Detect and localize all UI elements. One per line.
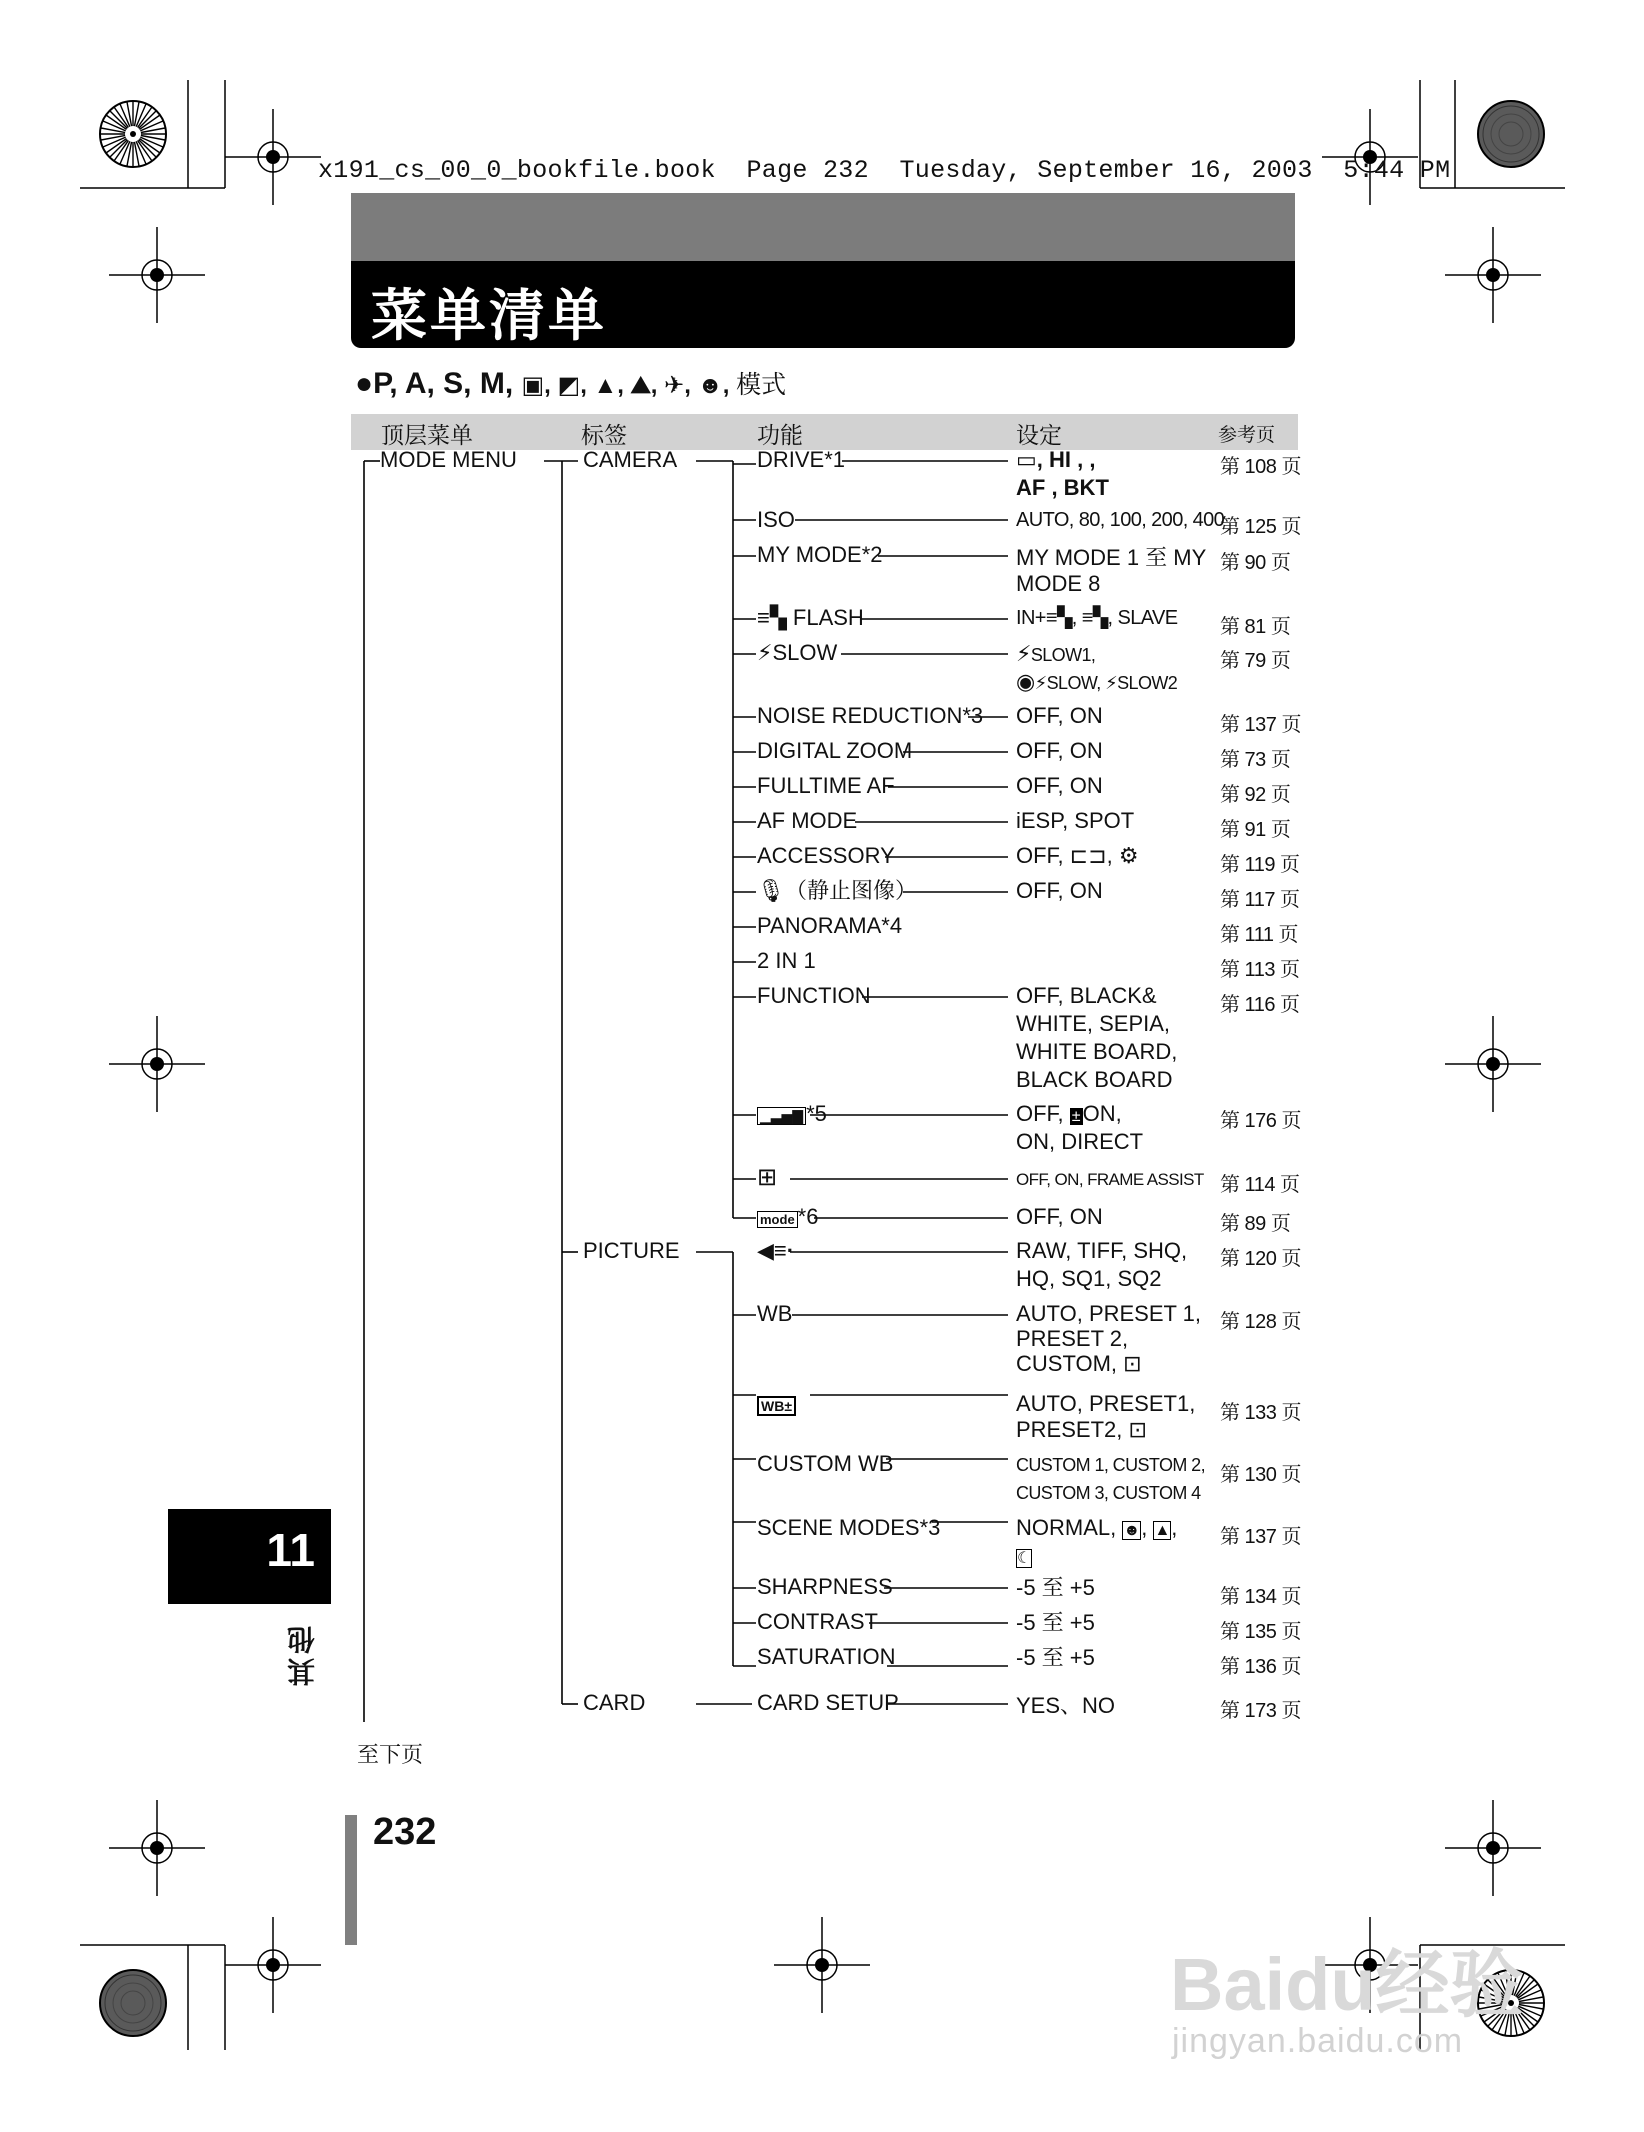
watermark-url: jingyan.baidu.com: [1172, 2022, 1464, 2060]
func-saturation: SATURATION: [757, 1644, 896, 1669]
func-fulltime: FULLTIME AF: [757, 773, 895, 798]
set-contrast: -5 至 +5: [1016, 1610, 1095, 1635]
func-afmode: AF MODE: [757, 808, 858, 833]
ref-wb: 第 128 页: [1220, 1311, 1301, 1333]
set-function-4: BLACK BOARD: [1016, 1067, 1173, 1092]
func-noise: NOISE REDUCTION*3: [757, 703, 984, 728]
ref-saturation: 第 136 页: [1220, 1656, 1301, 1678]
set-accessory-a: OFF,: [1016, 843, 1064, 868]
mode-letters: P, A, S, M,: [373, 367, 522, 400]
set-scene-text: NORMAL,: [1016, 1515, 1117, 1540]
wb-compensation-icon: WB±: [757, 1396, 796, 1416]
bullet: ●: [355, 367, 374, 400]
lightning-icon: ⚡: [1105, 673, 1118, 693]
ref-noise: 第 137 页: [1220, 714, 1301, 736]
record-mode-icon: mode: [757, 1211, 798, 1228]
ref-2in1: 第 113 页: [1220, 959, 1300, 981]
header-function: 功能: [757, 422, 803, 448]
set-function-1: OFF, BLACK&: [1016, 983, 1157, 1008]
func-card-setup: CARD SETUP: [757, 1690, 899, 1715]
set-mymode-2: MODE 8: [1016, 571, 1101, 596]
set-noise: OFF, ON: [1016, 703, 1103, 728]
record-quality-icon: ◀≡·: [757, 1238, 795, 1263]
func-scene: SCENE MODES*3: [757, 1515, 941, 1540]
set-histogram-2: ON, DIRECT: [1016, 1129, 1144, 1154]
modes-line: [355, 365, 786, 401]
set-saturation: -5 至 +5: [1016, 1645, 1095, 1670]
set-afmode: iESP, SPOT: [1016, 808, 1135, 833]
exposure-icon: ±: [1071, 1108, 1081, 1125]
set-quality-1: RAW, TIFF, SHQ,: [1016, 1238, 1188, 1263]
set-sharpness: -5 至 +5: [1016, 1575, 1095, 1600]
ref-contrast: 第 135 页: [1220, 1621, 1301, 1643]
set-wbcomp-1: AUTO, PRESET1,: [1016, 1391, 1196, 1416]
title-band: [351, 193, 1295, 261]
ref-wbcomp: 第 133 页: [1220, 1402, 1301, 1424]
func-flash: [757, 604, 864, 632]
microphone-icon: 🎙: [757, 878, 785, 903]
chapter-number: 11: [266, 1524, 315, 1576]
ref-mymode: 第 90 页: [1220, 552, 1291, 574]
set-fulltime: OFF, ON: [1016, 773, 1103, 798]
ref-drive: 第 108 页: [1220, 456, 1301, 478]
set-histo-a: OFF,: [1016, 1101, 1064, 1126]
ref-function: 第 116 页: [1220, 994, 1300, 1016]
set-wb-1: AUTO, PRESET 1,: [1016, 1301, 1202, 1326]
set-customwb-1: CUSTOM 1, CUSTOM 2,: [1016, 1455, 1205, 1475]
set-flash: [1016, 604, 1177, 632]
ref-customwb: 第 130 页: [1220, 1464, 1301, 1486]
set-iso: AUTO, 80, 100, 200, 400: [1016, 509, 1225, 531]
flash-icon: ≡▚: [1081, 607, 1108, 629]
one-touch-wb-icon: ⊡: [1128, 1417, 1147, 1442]
page-number: 232: [373, 1811, 437, 1853]
ref-afmode: 第 91 页: [1220, 819, 1291, 841]
set-flash-c: , SLAVE: [1107, 607, 1178, 629]
ref-frame: 第 114 页: [1220, 1174, 1300, 1196]
func-customwb: CUSTOM WB: [757, 1451, 894, 1476]
func-flash-label: FLASH: [792, 605, 864, 630]
set-mic: OFF, ON: [1016, 878, 1103, 903]
set-drive-2: AF , BKT: [1016, 475, 1109, 500]
func-mic: [757, 877, 917, 905]
ref-slow: 第 79 页: [1220, 650, 1291, 672]
page-number-bar: [345, 1815, 357, 1945]
set-dzoom: OFF, ON: [1016, 738, 1103, 763]
func-wb-comp: [757, 1390, 796, 1420]
ref-flash: 第 81 页: [1220, 616, 1291, 638]
lightning-icon: ⚡: [757, 640, 773, 665]
set-accessory: [1016, 842, 1139, 870]
func-drive: DRIVE*1: [757, 447, 846, 472]
ref-quality: 第 120 页: [1220, 1248, 1301, 1270]
portrait-icon: ☻: [1123, 1522, 1141, 1539]
ref-sharpness: 第 134 页: [1220, 1586, 1301, 1608]
set-wbcomp-2-text: PRESET2,: [1016, 1417, 1123, 1442]
header-ref-page: 参考页: [1218, 425, 1276, 446]
func-mic-label: （静止图像）: [784, 878, 917, 903]
chapter-label: 其他: [286, 1622, 319, 1686]
func-record-mode: [757, 1203, 818, 1234]
lightning-icon: ⚡: [1034, 673, 1047, 693]
set-wb-2: PRESET 2,: [1016, 1326, 1129, 1351]
ref-fulltime: 第 92 页: [1220, 784, 1291, 806]
set-accessory-b: ,: [1106, 843, 1113, 868]
top-menu-label: MODE MENU: [380, 447, 517, 472]
registration-dark-top-right: [1478, 101, 1544, 167]
func-wb: WB: [757, 1301, 793, 1326]
set-wb-3-text: CUSTOM,: [1016, 1351, 1118, 1376]
continued-next-page: 至下页: [357, 1742, 424, 1767]
set-function-2: WHITE, SEPIA,: [1016, 1011, 1171, 1036]
page-title: 菜单清单: [371, 284, 607, 349]
set-scene: NORMAL, ☻, ▲,: [1016, 1515, 1178, 1540]
mode-icons: ▣, ◩, ▲, ⛰, ✈, ☻,: [521, 372, 737, 399]
registration-dark-bottom-left: [100, 1970, 166, 2036]
set-mymode: MY MODE 1 至 MY: [1016, 545, 1207, 570]
header-top-menu: 顶层菜单: [381, 422, 473, 448]
set-flash-a: IN+: [1016, 607, 1046, 629]
func-slow-label: SLOW: [772, 640, 838, 665]
func-slow: [757, 639, 837, 667]
header-setting: 设定: [1016, 422, 1062, 448]
ref-dzoom: 第 73 页: [1220, 749, 1291, 771]
func-mymode: MY MODE*2: [757, 542, 883, 567]
landscape-icon: ▲: [1154, 1522, 1171, 1539]
flash-icon: ≡▚: [757, 605, 787, 630]
set-slow-2-text: SLOW,: [1046, 673, 1101, 693]
set-quality-2: HQ, SQ1, SQ2: [1016, 1266, 1162, 1291]
func-iso: ISO: [757, 507, 795, 532]
func-frame-assist: [757, 1164, 777, 1192]
func-quality: [757, 1237, 794, 1265]
tab-picture: PICTURE: [583, 1238, 680, 1263]
one-touch-wb-icon: ⊡: [1123, 1351, 1142, 1376]
red-eye-icon: ◉: [1016, 669, 1035, 694]
set-flash-b: ,: [1071, 607, 1077, 629]
func-sharpness: SHARPNESS: [757, 1574, 893, 1599]
tab-card: CARD: [583, 1690, 646, 1715]
converter-icon: ⊏⊐: [1069, 843, 1107, 868]
histogram-icon: ▁▃▅▇: [757, 1107, 806, 1125]
func-accessory: ACCESSORY: [757, 843, 895, 868]
func-function: FUNCTION: [757, 983, 871, 1008]
func-histo-label: *5: [806, 1101, 827, 1126]
set-customwb-2: CUSTOM 3, CUSTOM 4: [1016, 1483, 1201, 1503]
ref-panorama: 第 111 页: [1220, 924, 1299, 946]
set-slow-1: [1016, 640, 1095, 669]
func-contrast: CONTRAST: [757, 1609, 878, 1634]
set-wbcomp-2: [1016, 1416, 1147, 1444]
ref-scene: 第 137 页: [1220, 1526, 1301, 1548]
set-slow-3-text: SLOW2: [1117, 673, 1178, 693]
ref-rmode: 第 89 页: [1220, 1213, 1291, 1235]
ref-histogram: 第 176 页: [1220, 1110, 1301, 1132]
flash-icon: ≡▚: [1045, 607, 1072, 629]
single-frame-icon: ▭: [1016, 447, 1037, 472]
func-dzoom: DIGITAL ZOOM: [757, 738, 913, 763]
ref-iso: 第 125 页: [1220, 516, 1301, 538]
watermark-brand: Baidu经验: [1170, 1943, 1524, 2026]
set-drive: [1016, 446, 1095, 474]
ref-card-setup: 第 173 页: [1220, 1700, 1301, 1722]
ref-mic: 第 117 页: [1220, 889, 1300, 911]
table-header: [351, 414, 1298, 450]
set-slow-2: [1016, 668, 1177, 697]
func-histogram: [757, 1100, 827, 1130]
func-2in1: 2 IN 1: [757, 948, 816, 973]
set-histogram-1: [1016, 1100, 1122, 1131]
set-slow-1-text: SLOW1,: [1030, 645, 1096, 665]
set-wb-3: [1016, 1350, 1142, 1378]
set-rmode: OFF, ON: [1016, 1204, 1103, 1229]
chapter-tab: [168, 1509, 331, 1604]
file-header: x191_cs_00_0_bookfile.book Page 232 Tuesday, September 16, 2003 5:44 PM: [318, 156, 1451, 185]
set-scene-2: [1016, 1542, 1032, 1573]
header-tab: 标签: [581, 422, 627, 448]
modes-suffix: 模式: [736, 371, 787, 399]
tab-camera: CAMERA: [583, 447, 678, 472]
title-bar: [351, 261, 1295, 348]
set-card-setup: YES、NO: [1016, 1693, 1116, 1718]
set-drive-text: , HI , ,: [1036, 447, 1096, 472]
night-scene-icon: ☾: [1017, 1550, 1032, 1567]
set-function-3: WHITE BOARD,: [1016, 1039, 1178, 1064]
external-flash-icon: ⚙: [1118, 843, 1139, 868]
frame-grid-icon: ⊞: [757, 1164, 778, 1191]
func-panorama: PANORAMA*4: [757, 913, 903, 938]
registration-star-top-left: [100, 101, 166, 167]
lightning-icon: ⚡: [1016, 641, 1031, 666]
set-frame: OFF, ON, FRAME ASSIST: [1016, 1170, 1204, 1189]
ref-accessory: 第 119 页: [1220, 854, 1300, 876]
set-histo-b: ON,: [1082, 1101, 1122, 1126]
func-rmode-label: *6: [797, 1204, 819, 1229]
